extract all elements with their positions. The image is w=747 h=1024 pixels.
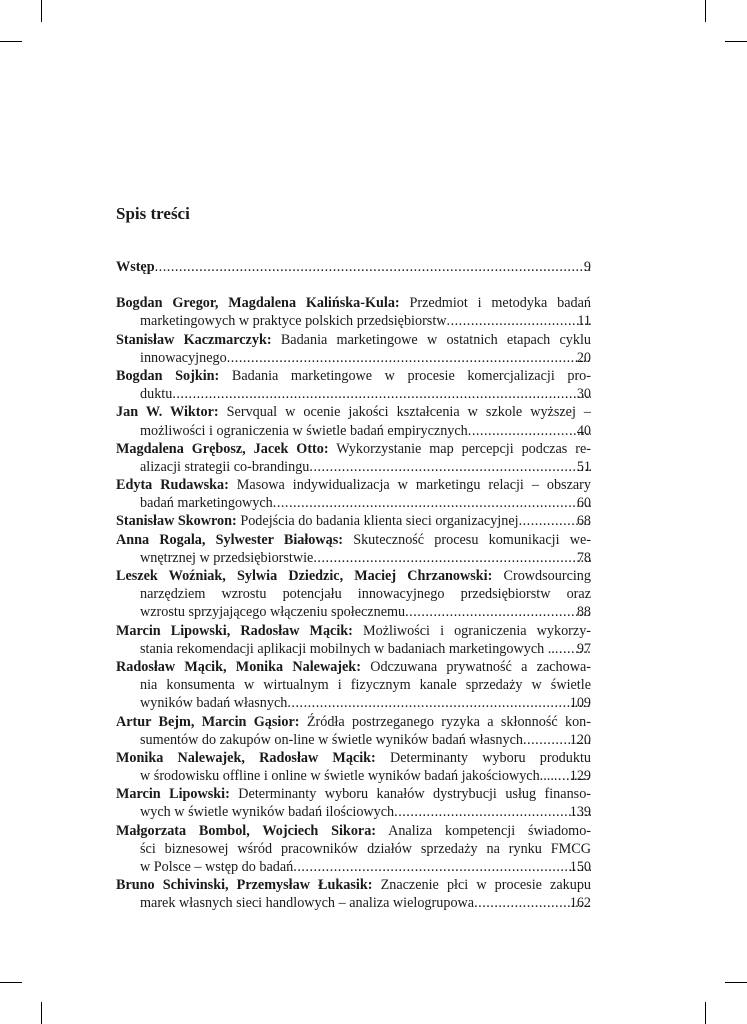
crop-mark-top-right	[705, 0, 706, 22]
toc-entry-text	[116, 750, 591, 766]
toc-entry-text	[140, 841, 591, 857]
toc-page-number: 97	[576, 640, 591, 657]
toc-entry[interactable]	[116, 622, 631, 658]
crop-mark-top-left	[41, 0, 42, 22]
toc-entry[interactable]	[116, 785, 631, 821]
toc-entry-authors: Marcin Lipowski, Radosław Mącik:	[116, 622, 353, 639]
toc-entry-line	[116, 531, 591, 549]
toc-entry-title: nia konsumenta w wirtualnym i fizycznym kanale sprzedaży w świetle	[140, 677, 591, 694]
toc-entry-text	[140, 586, 591, 602]
toc-entry[interactable]	[116, 403, 631, 439]
toc-entry-line	[116, 440, 591, 458]
toc-entry-text	[140, 694, 287, 712]
toc-entry[interactable]	[116, 331, 631, 367]
toc-entry-authors: Bogdan Sojkin:	[116, 367, 220, 384]
toc-page-number: 109	[569, 695, 591, 712]
toc-entry-title: Źródła postrzeganego ryzyka a skłonność kon-	[306, 713, 591, 730]
toc-entry-line	[116, 385, 591, 403]
toc-entry-title: badań marketingowych	[140, 495, 273, 512]
toc-entry-authors: Bruno Schivinski, Przemysław Łukasik:	[116, 877, 373, 894]
toc-page-number: 129	[569, 768, 591, 785]
toc-entry-title: Analiza kompetencji świadomo-	[388, 822, 591, 839]
toc-entry-text	[140, 385, 172, 403]
toc-entry-text	[116, 786, 591, 802]
toc-entry-title: Determinanty wyboru kanałów dystrybucji usług finanso-	[238, 786, 591, 803]
toc-page-number: 51	[576, 458, 591, 475]
toc-entry-title: Badania marketingowe w procesie komercjalizacji pro-	[231, 367, 591, 384]
toc-entry-text	[116, 477, 591, 493]
toc-entry[interactable]	[116, 367, 631, 403]
toc-entry-text	[116, 623, 591, 639]
toc-entry-line	[116, 785, 591, 803]
toc-entry-title: Znaczenie płci w procesie zakupu	[380, 877, 591, 894]
toc-page-number: 11	[577, 313, 591, 330]
toc-entry-line	[116, 622, 591, 640]
toc-entry-title: Wykorzystanie map percepcji podczas re-	[336, 440, 591, 457]
toc-entry-title: Możliwości i ograniczenia wykorzy-	[363, 622, 591, 639]
leader-dots	[172, 385, 591, 403]
toc-entry-title: wzrostu sprzyjającego włączeniu społecznemu	[140, 604, 406, 621]
toc-entry-authors: Anna Rogala, Sylwester Białowąs:	[116, 531, 343, 548]
toc-entry-line	[116, 858, 591, 876]
toc-entry-text	[140, 349, 227, 367]
toc-entry[interactable]	[116, 440, 631, 476]
toc-page-number: 88	[576, 604, 591, 621]
toc-entry-text	[140, 894, 474, 912]
toc-entry-line	[116, 894, 591, 912]
toc-entry-line	[116, 312, 591, 330]
toc-entry[interactable]	[116, 294, 631, 330]
toc-entry-title: marketingowych w praktyce polskich przedsiębiorstw	[140, 313, 447, 330]
crop-mark-left-top	[0, 41, 22, 42]
toc-entry-authors: Magdalena Grębosz, Jacek Otto:	[116, 440, 329, 457]
toc-entry-title: ści biznesowej wśród pracowników działów sprzedaży na rynku FMCG	[140, 840, 591, 857]
toc-entry-line	[116, 549, 591, 567]
toc-page-number: 78	[576, 549, 591, 566]
toc-entry-line	[116, 349, 591, 367]
toc-entry-title: duktu	[140, 386, 173, 403]
toc-entry-title: wych w świetle wyników badań ilościowych	[140, 804, 395, 821]
toc-entry[interactable]	[116, 658, 631, 713]
toc-entry-line	[116, 367, 591, 385]
leader-dots	[309, 458, 591, 476]
toc-entry-text	[116, 295, 591, 311]
toc-entry-authors: Edyta Rudawska:	[116, 477, 229, 494]
toc-entry-authors: Małgorzata Bombol, Wojciech Sikora:	[116, 822, 377, 839]
toc-entry-line	[116, 658, 591, 676]
crop-mark-right-top	[725, 41, 747, 42]
toc-entry-line	[116, 767, 591, 785]
toc-entry-title: wnętrznej w przedsiębiorstwie	[140, 549, 314, 566]
toc-entry-text	[116, 404, 591, 420]
toc-entry-text	[116, 568, 591, 584]
toc-entry-text	[140, 549, 313, 567]
toc-entry-line	[116, 422, 591, 440]
toc-entry-title: sumentów do zakupów on-line w świetle wyników badań własnych	[140, 731, 523, 748]
leader-dots	[155, 258, 591, 276]
toc-entry-text	[116, 823, 591, 839]
toc-entry-line	[116, 603, 591, 621]
toc-entry-title: Crowdsourcing	[503, 568, 591, 584]
toc-entry-line	[116, 640, 591, 658]
toc-entry-text	[116, 714, 591, 730]
table-of-contents	[116, 258, 631, 913]
toc-entry-line	[116, 585, 591, 603]
toc-entry-line	[116, 512, 591, 530]
crop-mark-right-bottom	[725, 982, 747, 983]
toc-entry-text	[140, 677, 591, 693]
toc-entry-authors: Jan W. Wiktor:	[116, 404, 219, 421]
toc-entry-label: Wstęp	[116, 259, 155, 275]
toc-entry-text	[140, 422, 468, 440]
toc-entry-authors: Leszek Woźniak, Sylwia Dziedzic, Maciej Chrzanowski:	[116, 568, 493, 584]
toc-entry[interactable]	[116, 876, 631, 912]
toc-entry-authors: Stanisław Skowron:	[116, 513, 237, 530]
toc-entry-title: alizacji strategii co-brandingu	[140, 458, 310, 475]
toc-entry-authors: Stanisław Kaczmarczyk:	[116, 331, 272, 348]
crop-mark-left-bottom	[0, 982, 22, 983]
leader-dots	[273, 494, 591, 512]
leader-dots	[227, 349, 591, 367]
toc-entry-text	[116, 659, 591, 675]
toc-entry-line	[116, 713, 591, 731]
toc-page-number: 139	[569, 804, 591, 821]
toc-entry[interactable]	[116, 749, 631, 785]
toc-entry-title: stania rekomendacji aplikacji mobilnych w badaniach marketingowych ..	[140, 640, 555, 657]
toc-entry-authors: Monika Nalewajek, Radosław Mącik:	[116, 749, 376, 766]
toc-entry-line	[116, 294, 591, 312]
toc-entry[interactable]	[116, 476, 631, 512]
toc-entry-title: w Polsce – wstęp do badań	[140, 859, 294, 875]
crop-mark-bottom-left	[41, 1002, 42, 1024]
toc-entry-text	[116, 441, 591, 457]
toc-entry-title: marek własnych sieci handlowych – analiza wielogrupowa	[140, 895, 475, 912]
toc-entry-line	[116, 676, 591, 694]
toc-entry-title: narzędziem wzrostu potencjału innowacyjnego przedsiębiorstw oraz	[140, 586, 591, 603]
toc-entry-text	[140, 458, 309, 476]
toc-page-number: 30	[576, 386, 591, 403]
toc-entry-authors: Radosław Mącik, Monika Nalewajek:	[116, 658, 361, 675]
toc-entry-line	[116, 331, 591, 349]
toc-entry-text	[140, 803, 394, 821]
toc-entry[interactable]	[116, 531, 631, 567]
toc-entry-line	[116, 258, 591, 276]
toc-entry-text	[116, 368, 591, 384]
leader-dots	[287, 694, 591, 712]
toc-entry-text	[140, 312, 447, 330]
toc-page-number: 60	[576, 495, 591, 512]
toc-page-number: 162	[569, 895, 591, 912]
toc-entry-title: Podejścia do badania klienta sieci organizacyjnej	[240, 513, 519, 530]
toc-entry-line	[116, 494, 591, 512]
toc-entry-title: Skuteczność procesu komunikacji we-	[353, 531, 591, 548]
page-title: Spis treści	[116, 204, 190, 223]
toc-entry-text	[140, 603, 405, 621]
toc-page-number: 9	[583, 259, 591, 275]
toc-entry[interactable]	[116, 822, 631, 877]
toc-page-number: 120	[569, 731, 591, 748]
toc-entry[interactable]	[116, 713, 631, 749]
toc-entry-line	[116, 731, 591, 749]
toc-entry-line	[116, 803, 591, 821]
toc-entry-title: Odczuwana prywatność a zachowa-	[370, 658, 591, 675]
toc-entry[interactable]	[116, 567, 631, 622]
toc-entry-line	[116, 840, 591, 858]
toc-page-number: 40	[576, 422, 591, 439]
toc-entry-text	[140, 640, 555, 658]
toc-entry-title: Przedmiot i metodyka badań	[409, 295, 591, 312]
toc-entry-text	[140, 858, 293, 876]
toc-entry-title: Determinanty wyboru produktu	[390, 749, 591, 766]
toc-entry-authors: Bogdan Gregor, Magdalena Kalińska-Kula:	[116, 295, 400, 312]
toc-entry-text	[116, 332, 591, 348]
toc-entry-authors: Artur Bejm, Marcin Gąsior:	[116, 713, 300, 730]
toc-entry-text	[116, 532, 591, 548]
toc-entry-title: wyników badań własnych	[140, 695, 288, 712]
toc-entry-title: możliwości i ograniczenia w świetle badań empirycznych	[140, 422, 468, 439]
toc-entry-text	[140, 767, 554, 785]
toc-entry-line	[116, 694, 591, 712]
toc-page-number: 68	[576, 513, 591, 530]
toc-entry-text	[116, 877, 591, 893]
leader-dots	[313, 549, 591, 567]
toc-entry-line	[116, 749, 591, 767]
toc-entry-line	[116, 567, 591, 585]
toc-entry-title: innowacyjnego	[140, 349, 227, 366]
toc-page-number: 150	[569, 859, 591, 875]
toc-entry-line	[116, 403, 591, 421]
toc-entry-text	[140, 494, 273, 512]
toc-entry-line	[116, 876, 591, 894]
toc-entry-intro[interactable]	[116, 258, 631, 276]
toc-entry-line	[116, 458, 591, 476]
toc-entry-title: w środowisku offline i online w świetle wyników badań jakościowych....	[140, 768, 554, 785]
leader-dots	[293, 858, 591, 876]
toc-entry-title: Servqual w ocenie jakości kształcenia w szkole wyższej –	[226, 404, 591, 421]
toc-entry-line	[116, 822, 591, 840]
toc-entry[interactable]	[116, 512, 631, 530]
toc-entry-list	[116, 294, 631, 912]
toc-entry-text	[140, 731, 523, 749]
crop-mark-bottom-right	[705, 1002, 706, 1024]
toc-entry-line	[116, 476, 591, 494]
toc-page-number: 20	[576, 349, 591, 366]
toc-entry-title: Badania marketingowe w ostatnich etapach cyklu	[280, 331, 591, 348]
toc-entry-title: Masowa indywidualizacja w marketingu relacji – obszary	[236, 477, 591, 494]
toc-entry-authors: Marcin Lipowski:	[116, 786, 230, 803]
toc-entry-text	[116, 512, 519, 530]
